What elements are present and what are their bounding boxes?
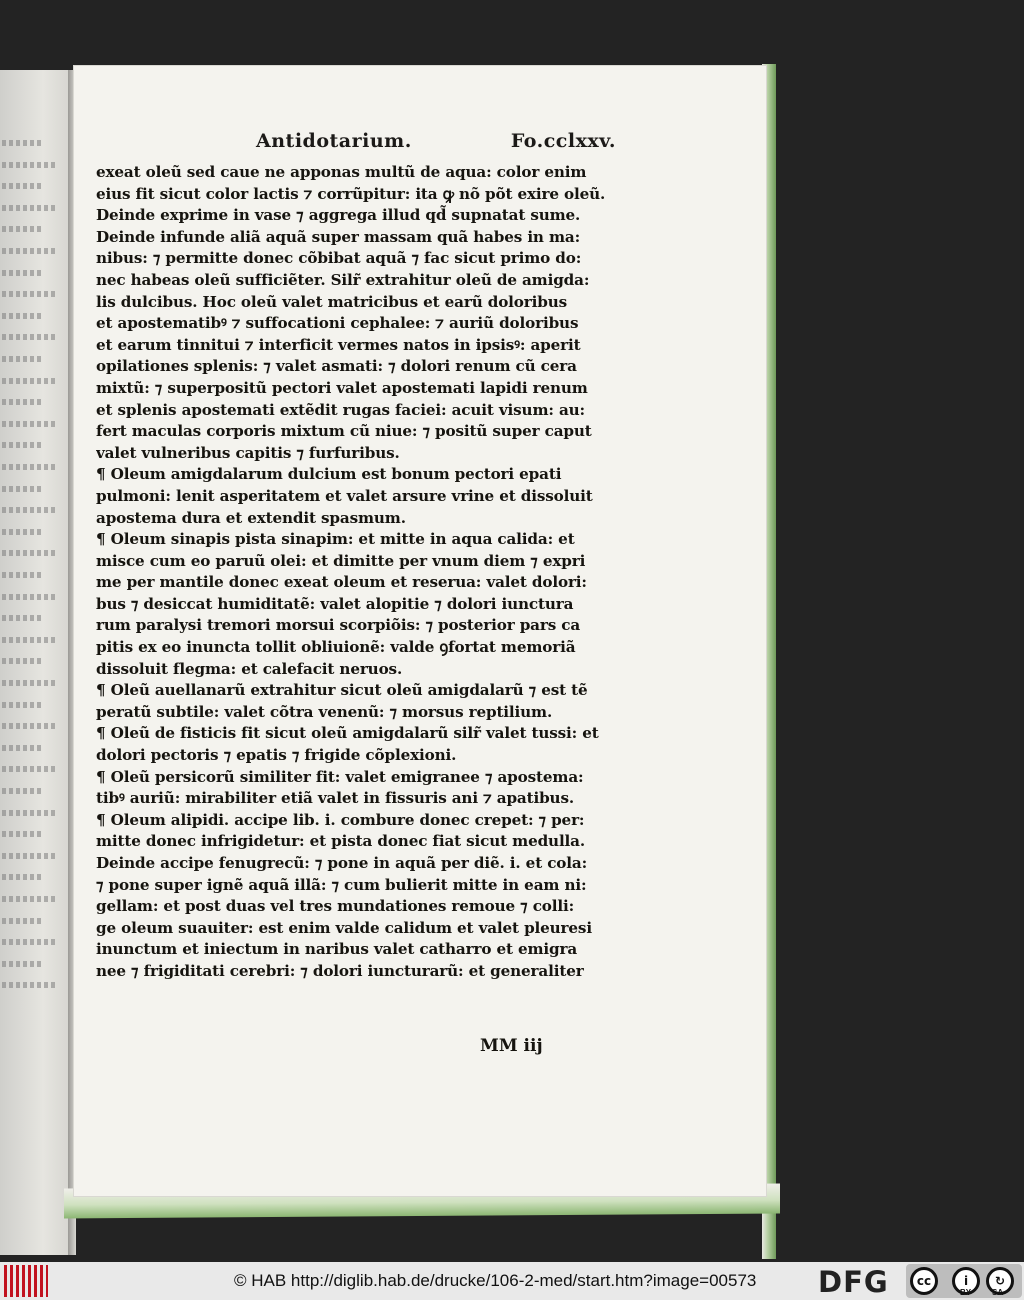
folio-number: Fo.cclxxv.: [510, 130, 616, 152]
text-line: mixtũ: ⁊ superpositũ pectori valet apostemati lapidi renum: [96, 378, 588, 397]
by-label: BY: [960, 1288, 972, 1297]
facing-page-text-ghost: [2, 853, 55, 859]
facing-page-text-ghost: [2, 745, 42, 751]
text-line: nibus: ⁊ permitte donec cõbibat aquã ⁊ fac sicut primo do:: [96, 249, 582, 268]
text-line: et earum tinnitui ⁊ interficit vermes natos in ipsisꝰ: aperit: [96, 335, 581, 354]
facing-page-text-ghost: [2, 918, 42, 924]
text-line: ¶ Oleũ de fisticis fit sicut oleũ amigdalarũ silr̃ valet tussi: et: [96, 724, 599, 743]
facing-page-text-ghost: [2, 939, 55, 945]
text-line: gellam: et post duas vel tres mundationes remoue ⁊ colli:: [96, 897, 575, 916]
text-line: et splenis apostemati extẽdit rugas faciei: acuit visum: au:: [96, 400, 586, 419]
text-line: nec habeas oleũ sufficiẽter. Silr̃ extrahitur oleũ de amigda:: [96, 270, 590, 289]
facing-page-edge: [0, 70, 72, 1255]
text-line: misce cum eo paruũ olei: et dimitte per vnum diem ⁊ expri: [96, 551, 586, 570]
facing-page-text-ghost: [2, 680, 55, 686]
text-line: apostema dura et extendit spasmum.: [96, 508, 406, 527]
text-line: dolori pectoris ⁊ epatis ⁊ frigide cõplexioni.: [96, 746, 457, 765]
facing-page-text-ghost: [2, 270, 42, 276]
facing-page-text-ghost: [2, 486, 42, 492]
cc-icon: cc: [910, 1267, 938, 1295]
facing-page-text-ghost: [2, 658, 42, 664]
text-line: peratũ subtile: valet cõtra venenũ: ⁊ morsus reptilium.: [96, 702, 553, 721]
text-line: exeat oleũ sed caue ne apponas multũ de aqua: color enim: [96, 163, 587, 181]
facing-page-text-ghost: [2, 140, 42, 146]
facing-page-text-ghost: [2, 205, 55, 211]
text-line: et apostematibꝰ ⁊ suffocationi cephalee: ⁊ auriũ doloribus: [96, 314, 579, 333]
facing-page-text-ghost: [2, 615, 42, 621]
creative-commons-badge[interactable]: [906, 1264, 1022, 1298]
facing-page-text-ghost: [2, 464, 55, 470]
facing-page-text-ghost: [2, 810, 55, 816]
facing-page-text-ghost: [2, 313, 42, 319]
text-line: Deinde infunde aliã aquã super massam quã habes in ma:: [96, 227, 581, 246]
facing-page-text-ghost: [2, 226, 42, 232]
facing-page-text-ghost: [2, 378, 55, 384]
text-line: ¶ Oleũ persicorũ similiter fit: valet emigranee ⁊ apostema:: [96, 767, 584, 786]
barcode-icon: [4, 1265, 48, 1297]
dfg-logo: DFG: [818, 1265, 889, 1299]
text-line: valet vulneribus capitis ⁊ furfuribus.: [96, 443, 400, 462]
text-line: fert maculas corporis mixtum cũ niue: ⁊ positũ super caput: [96, 422, 592, 441]
facing-page-text-ghost: [2, 982, 55, 988]
running-title: Antidotarium.: [256, 130, 412, 152]
text-line: rum paralysi tremori morsui scorpiõis: ⁊ posterior pars ca: [96, 616, 581, 635]
text-line: ge oleum suauiter: est enim valde calidum et valet pleuresi: [96, 918, 592, 937]
facing-page-text-ghost: [2, 248, 55, 254]
text-line: ¶ Oleũ auellanarũ extrahitur sicut oleũ amigdalarũ ⁊ est tẽ: [96, 681, 588, 700]
facing-page-text-ghost: [2, 183, 42, 189]
sa-icon: ↻: [986, 1267, 1014, 1295]
text-line: ¶ Oleum amigdalarum dulcium est bonum pectori epati: [96, 465, 562, 484]
text-line: ¶ Oleum alipidi. accipe lib. i. combure donec crepet: ⁊ per:: [96, 810, 585, 829]
text-line: pitis ex eo inuncta tollit obliuionẽ: valde ꝯfortat memoriã: [96, 638, 576, 657]
text-line: dissoluit flegma: et calefacit neruos.: [96, 659, 403, 678]
facing-page-text-ghost: [2, 637, 55, 643]
facing-page-text-ghost: [2, 874, 42, 880]
facing-page-text-ghost: [2, 162, 55, 168]
text-block: [96, 162, 626, 983]
text-line: pulmoni: lenit asperitatem et valet arsure vrine et dissoluit: [96, 486, 593, 505]
facing-page-text-ghost: [2, 291, 55, 297]
text-line: Deinde exprime in vase ⁊ aggrega illud qd̃ supnatat sume.: [96, 206, 581, 225]
facing-page-text-ghost: [2, 356, 42, 362]
running-header: [256, 126, 616, 162]
facing-page-text-ghost: [2, 788, 42, 794]
text-line: inunctum et iniectum in naribus valet catharro et emigra: [96, 940, 578, 959]
facing-page-text-ghost: [2, 529, 42, 535]
text-line: bus ⁊ desiccat humiditatẽ: valet alopitie ⁊ dolori iunctura: [96, 594, 574, 613]
text-line: tibꝰ auriũ: mirabiliter etiã valet in fissuris ani ⁊ apatibus.: [96, 789, 574, 808]
facing-page-text-ghost: [2, 896, 55, 902]
facing-page-text-ghost: [2, 399, 42, 405]
text-line: me per mantile donec exeat oleum et reserua: valet dolori:: [96, 573, 587, 592]
text-line: nee ⁊ frigiditati cerebri: ⁊ dolori iuncturarũ: et generaliter: [96, 961, 584, 980]
facing-page-text-ghost: [2, 507, 55, 513]
text-line: lis dulcibus. Hoc oleũ valet matricibus et earũ doloribus: [96, 292, 568, 311]
facing-page-text-ghost: [2, 572, 42, 578]
text-line: opilationes splenis: ⁊ valet asmati: ⁊ dolori renum cũ cera: [96, 357, 577, 376]
text-line: ⁊ pone super ignẽ aquã illã: ⁊ cum bulierit mitte in eam ni:: [96, 875, 587, 894]
text-line: ¶ Oleum sinapis pista sinapim: et mitte in aqua calida: et: [96, 530, 575, 549]
facing-page-text-ghost: [2, 961, 42, 967]
text-line: mitte donec infrigidetur: et pista donec fiat sicut medulla.: [96, 832, 586, 851]
footer-bar: [0, 1262, 1024, 1300]
facing-page-text-ghost: [2, 594, 55, 600]
facing-page-text-ghost: [2, 550, 55, 556]
facing-page-text-ghost: [2, 421, 55, 427]
facing-page-text-ghost: [2, 723, 55, 729]
text-line: eius fit sicut color lactis ⁊ corrũpitur: ita ꝙ nõ põt exire oleũ.: [96, 184, 606, 203]
facing-page-text-ghost: [2, 442, 42, 448]
facing-page-text-ghost: [2, 702, 42, 708]
facing-page-text-ghost: [2, 766, 55, 772]
signature-mark: MM iij: [480, 1036, 543, 1056]
facing-page-text-ghost: [2, 831, 42, 837]
sa-label: SA: [992, 1288, 1004, 1297]
text-line: Deinde accipe fenugrecũ: ⁊ pone in aquã per diẽ. i. et cola:: [96, 854, 588, 872]
by-icon: i: [952, 1267, 980, 1295]
copyright-link[interactable]: © HAB http://diglib.hab.de/drucke/106-2-med/start.htm?image=00573: [234, 1271, 757, 1290]
facing-page-text-ghost: [2, 334, 55, 340]
